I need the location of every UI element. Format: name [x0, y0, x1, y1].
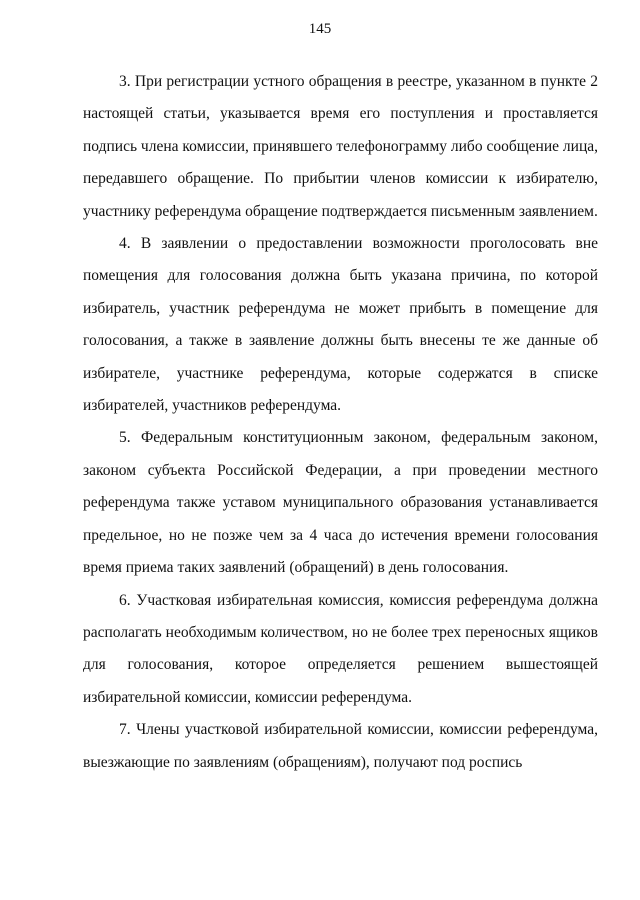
- paragraph-7: 7. Члены участковой избирательной комиссии, комиссии референдума, выезжающие по заявлениям (обращениям), получают под роспись: [83, 721, 598, 771]
- paragraph-4: 4. В заявлении о предоставлении возможности проголосовать вне помещения для голосования должна быть указана причина, по которой избиратель, участник референдума не может прибыть в помещение для голосования, а также в заявление должны быть внесены те же данные об избирателе, участнике референдума, которые содержатся в списке избирателей, участников референдума.: [83, 235, 598, 415]
- paragraph-5: 5. Федеральным конституционным законом, федеральным законом, законом субъекта Российской Федерации, а при проведении местного референдума также уставом муниципального образования устанавливается предельное, но не позже чем за 4 часа до истечения времени голосования время приема таких заявлений (обращений) в день голосования.: [83, 429, 598, 577]
- page-number: 145: [308, 21, 332, 37]
- document-body: [83, 66, 598, 779]
- paragraph-6: 6. Участковая избирательная комиссия, комиссия референдума должна располагать необходимым количеством, но не более трех переносных ящиков для голосования, которое определяется решением вышестоящей избирательной комиссии, комиссии референдума.: [83, 591, 598, 706]
- paragraph-3: 3. При регистрации устного обращения в реестре, указанном в пункте 2 настоящей статьи, указывается время его поступления и проставляется подпись члена комиссии, принявшего телефонограмму либо сообщение лица, передавшего обращение. По прибытии членов комиссии к избирателю, участнику референдума обращение подтверждается письменным заявлением.: [83, 73, 598, 220]
